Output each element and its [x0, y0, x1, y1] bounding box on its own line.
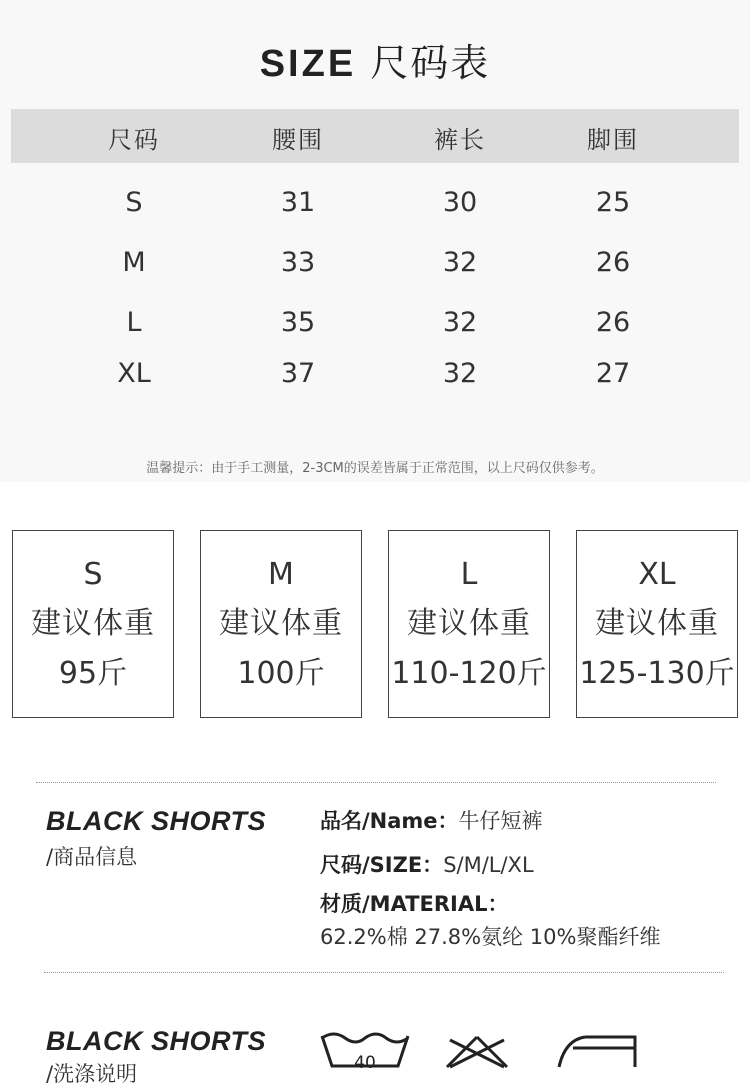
weight-card-l — [388, 530, 550, 718]
cell-size: S — [125, 187, 143, 218]
divider — [36, 782, 716, 783]
product-size-line — [320, 849, 534, 879]
weight-card-s — [12, 530, 174, 718]
cell-hem: 26 — [595, 247, 631, 278]
header-length: 裤长 — [434, 126, 486, 154]
header-waist: 腰围 — [272, 126, 324, 154]
cell-length: 30 — [442, 187, 478, 218]
care-subtitle: /洗涤说明 — [46, 1062, 138, 1086]
weight-label: 建议体重 — [219, 606, 343, 641]
weight-value: 100斤 — [237, 656, 325, 691]
product-name-line — [320, 805, 543, 835]
weight-value: 95斤 — [58, 656, 128, 691]
weight-size: XL — [638, 557, 676, 592]
size-label: 尺码/SIZE： — [320, 853, 444, 877]
care-title: BLACK SHORTS — [46, 1026, 267, 1056]
wash-40-icon — [318, 1028, 412, 1073]
cell-waist: 33 — [280, 247, 316, 278]
product-info-subtitle: /商品信息 — [46, 845, 138, 869]
weight-label: 建议体重 — [595, 606, 719, 641]
header-hem: 脚围 — [587, 126, 639, 154]
material-value: 62.2%棉 27.8%氨纶 10%聚酯纤维 — [320, 925, 661, 949]
weight-size: M — [268, 557, 294, 592]
cell-length: 32 — [442, 307, 478, 338]
product-material-line — [320, 888, 508, 918]
cell-size: L — [126, 307, 142, 338]
iron-icon — [555, 1034, 639, 1067]
table-row — [0, 358, 750, 398]
size-chart-title — [0, 32, 750, 87]
cell-waist: 35 — [280, 307, 316, 338]
cell-waist: 37 — [280, 358, 316, 389]
size-value: S/M/L/XL — [443, 853, 534, 877]
material-label: 材质/MATERIAL： — [320, 892, 509, 916]
weight-value: 125-130斤 — [579, 656, 735, 691]
weight-size: L — [460, 557, 478, 592]
weight-value: 110-120斤 — [391, 656, 547, 691]
weight-size: S — [83, 557, 103, 592]
size-table-header — [11, 109, 739, 163]
name-value: 牛仔短裤 — [458, 809, 543, 833]
cell-size: M — [122, 247, 146, 278]
cell-length: 32 — [442, 358, 478, 389]
divider — [44, 972, 724, 973]
measurement-note: 温馨提示：由于手工测量，2-3CM的误差皆属于正常范围，以上尺码仅供参考。 — [146, 461, 604, 476]
wash-temp: 40 — [354, 1053, 376, 1073]
table-row — [0, 307, 750, 347]
cell-size: XL — [117, 358, 151, 389]
cell-length: 32 — [442, 247, 478, 278]
do-not-bleach-icon — [444, 1034, 510, 1067]
name-label: 品名/Name： — [320, 809, 459, 833]
product-info-title: BLACK SHORTS — [46, 806, 267, 836]
cell-waist: 31 — [280, 187, 316, 218]
weight-card-xl — [576, 530, 738, 718]
header-size: 尺码 — [108, 126, 160, 154]
weight-label: 建议体重 — [31, 606, 155, 641]
weight-card-m — [200, 530, 362, 718]
cell-hem: 27 — [595, 358, 631, 389]
size-chart-section — [0, 0, 750, 482]
weight-label: 建议体重 — [407, 606, 531, 641]
title-cn: 尺码表 — [370, 41, 491, 85]
cell-hem: 26 — [595, 307, 631, 338]
table-row — [0, 247, 750, 287]
cell-hem: 25 — [595, 187, 631, 218]
title-en: SIZE — [259, 43, 357, 85]
table-row — [0, 187, 750, 227]
